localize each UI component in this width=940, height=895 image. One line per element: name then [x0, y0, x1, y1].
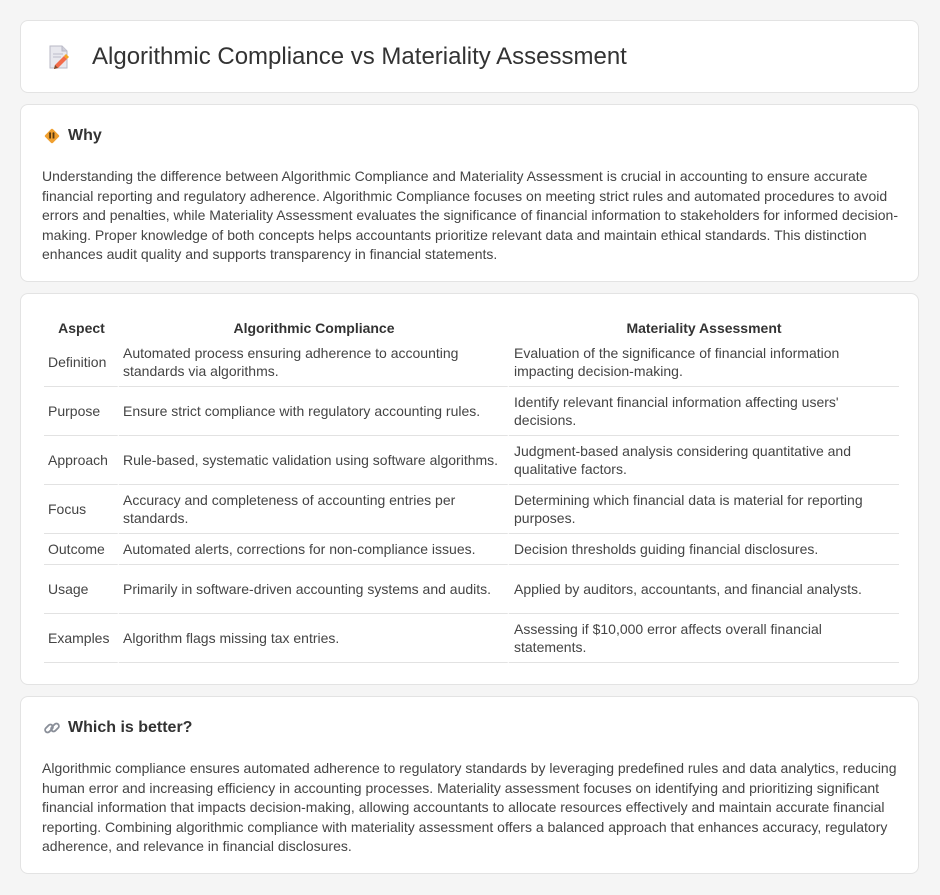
- better-heading: [43, 719, 192, 737]
- row-aspect: Usage: [44, 565, 119, 614]
- header-aspect: Aspect: [58, 319, 105, 336]
- row-materiality: Judgment-based analysis considering quantitative and qualitative factors.: [509, 436, 899, 485]
- row-aspect: Examples: [44, 614, 119, 663]
- comparison-table: [44, 317, 899, 663]
- header-algorithmic-compliance: Algorithmic Compliance: [233, 319, 395, 336]
- row-materiality: Assessing if $10,000 error affects overall financial statements.: [509, 614, 899, 663]
- row-materiality: Decision thresholds guiding financial disclosures.: [509, 534, 899, 565]
- header-card: [20, 20, 919, 93]
- why-body: Understanding the difference between Algorithmic Compliance and Materiality Assessment is crucial in accounting to ensure accurate financial reporting and regulatory adherence. Algorithmic Compliance focuses on meeting strict rules and automated procedures to avoid errors and penalties, while Materiality Assessment evaluates the significance of financial information to stakeholders for informed decision-making. Proper knowledge of both concepts helps accountants prioritize relevant data and maintain ethical standards. This distinction enhances audit quality and supports transparency in financial statements.: [42, 168, 898, 263]
- table-row: [44, 436, 899, 485]
- table-row: [44, 338, 899, 387]
- diamond-sign-icon: [43, 127, 61, 145]
- row-algorithmic: Primarily in software-driven accounting systems and audits.: [119, 565, 509, 614]
- better-title: Which is better?: [68, 719, 193, 736]
- row-aspect: Definition: [44, 338, 119, 387]
- why-section: [20, 104, 919, 282]
- row-materiality: Identify relevant financial information affecting users' decisions.: [509, 387, 899, 436]
- table-row: [44, 387, 899, 436]
- row-algorithmic: Accuracy and completeness of accounting entries per standards.: [119, 485, 509, 534]
- table-row: [44, 534, 899, 565]
- document-pencil-icon: [47, 44, 71, 70]
- better-body: Algorithmic compliance ensures automated adherence to regulatory standards by leveraging predefined rules and data analytics, reducing human error and increasing efficiency in accounting processes. Materiality assessment focuses on identifying and prioritizing significant financial information that impacts decision-making, allowing accountants to allocate resources effectively and maintain accurate financial reporting. Combining algorithmic compliance with materiality assessment offers a balanced approach that enhances accuracy, regulatory adherence, and relevance in financial disclosures.: [42, 760, 897, 855]
- row-algorithmic: Algorithm flags missing tax entries.: [119, 614, 509, 663]
- row-algorithmic: Ensure strict compliance with regulatory accounting rules.: [119, 387, 509, 436]
- row-materiality: Determining which financial data is material for reporting purposes.: [509, 485, 899, 534]
- row-algorithmic: Automated alerts, corrections for non-compliance issues.: [119, 534, 509, 565]
- row-algorithmic: Rule-based, systematic validation using software algorithms.: [119, 436, 509, 485]
- which-is-better-section: [20, 696, 919, 874]
- row-aspect: Approach: [44, 436, 119, 485]
- title-row: [47, 43, 627, 71]
- table-row: [44, 614, 899, 663]
- table-header-row: [44, 317, 899, 338]
- link-icon: [43, 719, 61, 737]
- table-row: [44, 485, 899, 534]
- row-aspect: Purpose: [44, 387, 119, 436]
- table-row: [44, 565, 899, 614]
- header-materiality-assessment: Materiality Assessment: [626, 319, 782, 336]
- row-algorithmic: Automated process ensuring adherence to accounting standards via algorithms.: [119, 338, 509, 387]
- why-title: Why: [68, 127, 102, 144]
- row-aspect: Focus: [44, 485, 119, 534]
- row-materiality: Applied by auditors, accountants, and financial analysts.: [509, 565, 899, 614]
- row-materiality: Evaluation of the significance of financial information impacting decision-making.: [509, 338, 899, 387]
- row-aspect: Outcome: [44, 534, 119, 565]
- why-heading: [43, 127, 102, 145]
- comparison-table-card: [20, 293, 919, 685]
- page-title: Algorithmic Compliance vs Materiality Assessment: [92, 43, 627, 70]
